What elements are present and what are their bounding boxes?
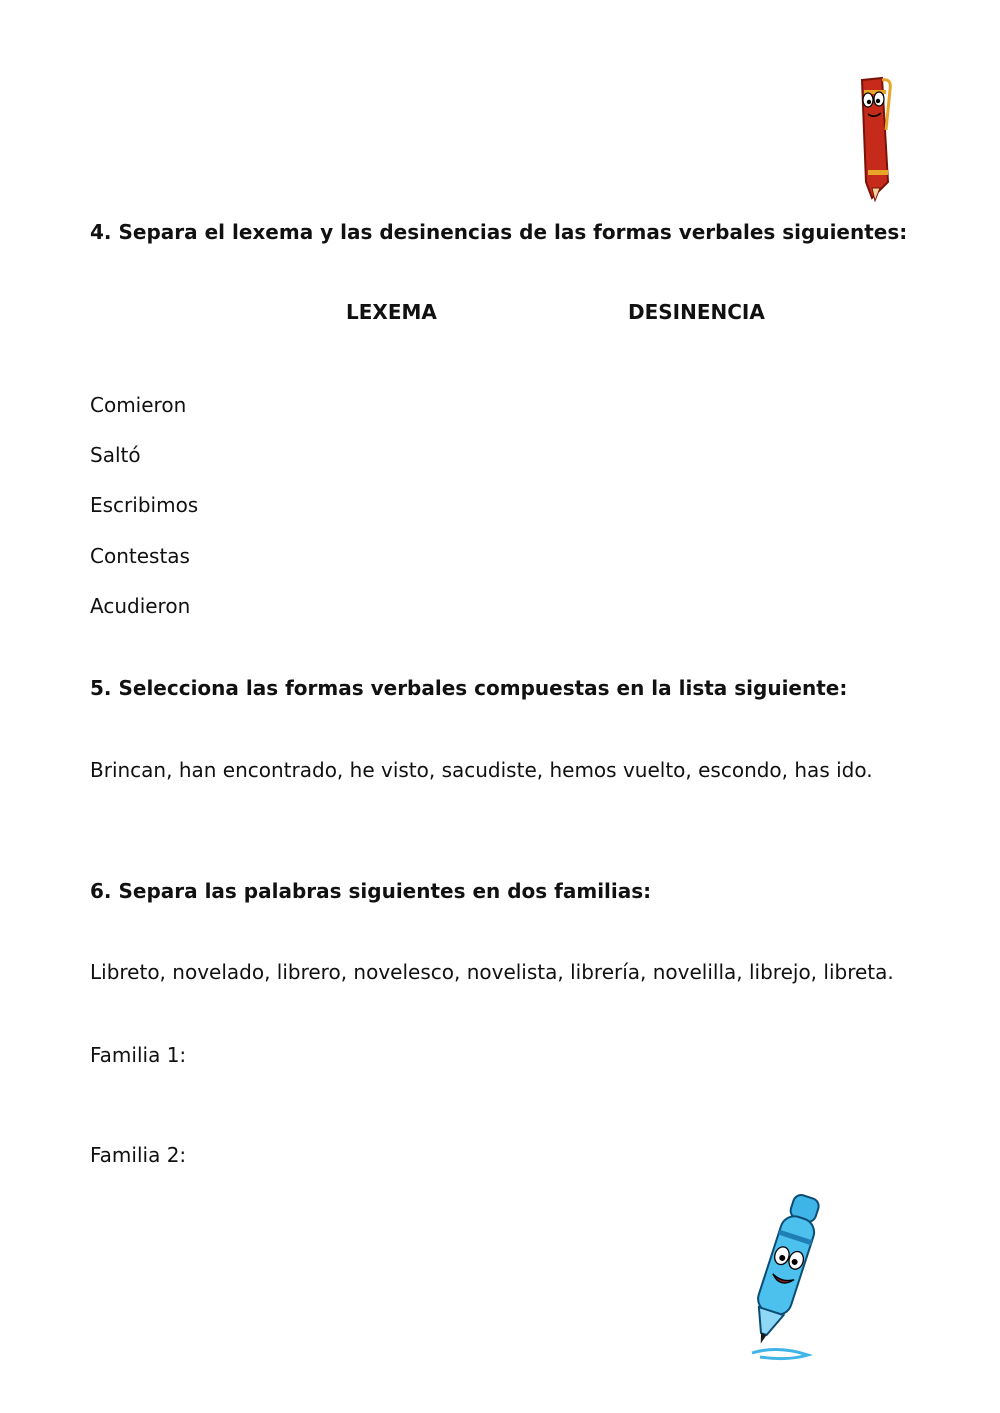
lexema-column-header: LEXEMA bbox=[346, 300, 437, 324]
family-2-label: Familia 2: bbox=[90, 1143, 187, 1167]
desinencia-column-header: DESINENCIA bbox=[628, 300, 765, 324]
verb-item: Saltó bbox=[90, 443, 141, 467]
family-1-label: Familia 1: bbox=[90, 1043, 187, 1067]
word-families-list: Libreto, novelado, librero, novelesco, novelista, librería, novelilla, librejo, libreta. bbox=[90, 960, 894, 984]
verb-item: Acudieron bbox=[90, 594, 191, 618]
compound-verbs-list: Brincan, han encontrado, he visto, sacudiste, hemos vuelto, escondo, has ido. bbox=[90, 758, 873, 782]
verb-item: Escribimos bbox=[90, 493, 199, 517]
exercise-6-heading: 6. Separa las palabras siguientes en dos familias: bbox=[90, 879, 652, 903]
blue-pen-cartoon-icon bbox=[738, 1185, 828, 1365]
verb-item: Comieron bbox=[90, 393, 187, 417]
red-pen-cartoon-icon bbox=[848, 70, 898, 202]
exercise-4-heading: 4. Separa el lexema y las desinencias de las formas verbales siguientes: bbox=[90, 220, 908, 244]
verb-item: Contestas bbox=[90, 544, 190, 568]
exercise-5-heading: 5. Selecciona las formas verbales compuestas en la lista siguiente: bbox=[90, 676, 848, 700]
